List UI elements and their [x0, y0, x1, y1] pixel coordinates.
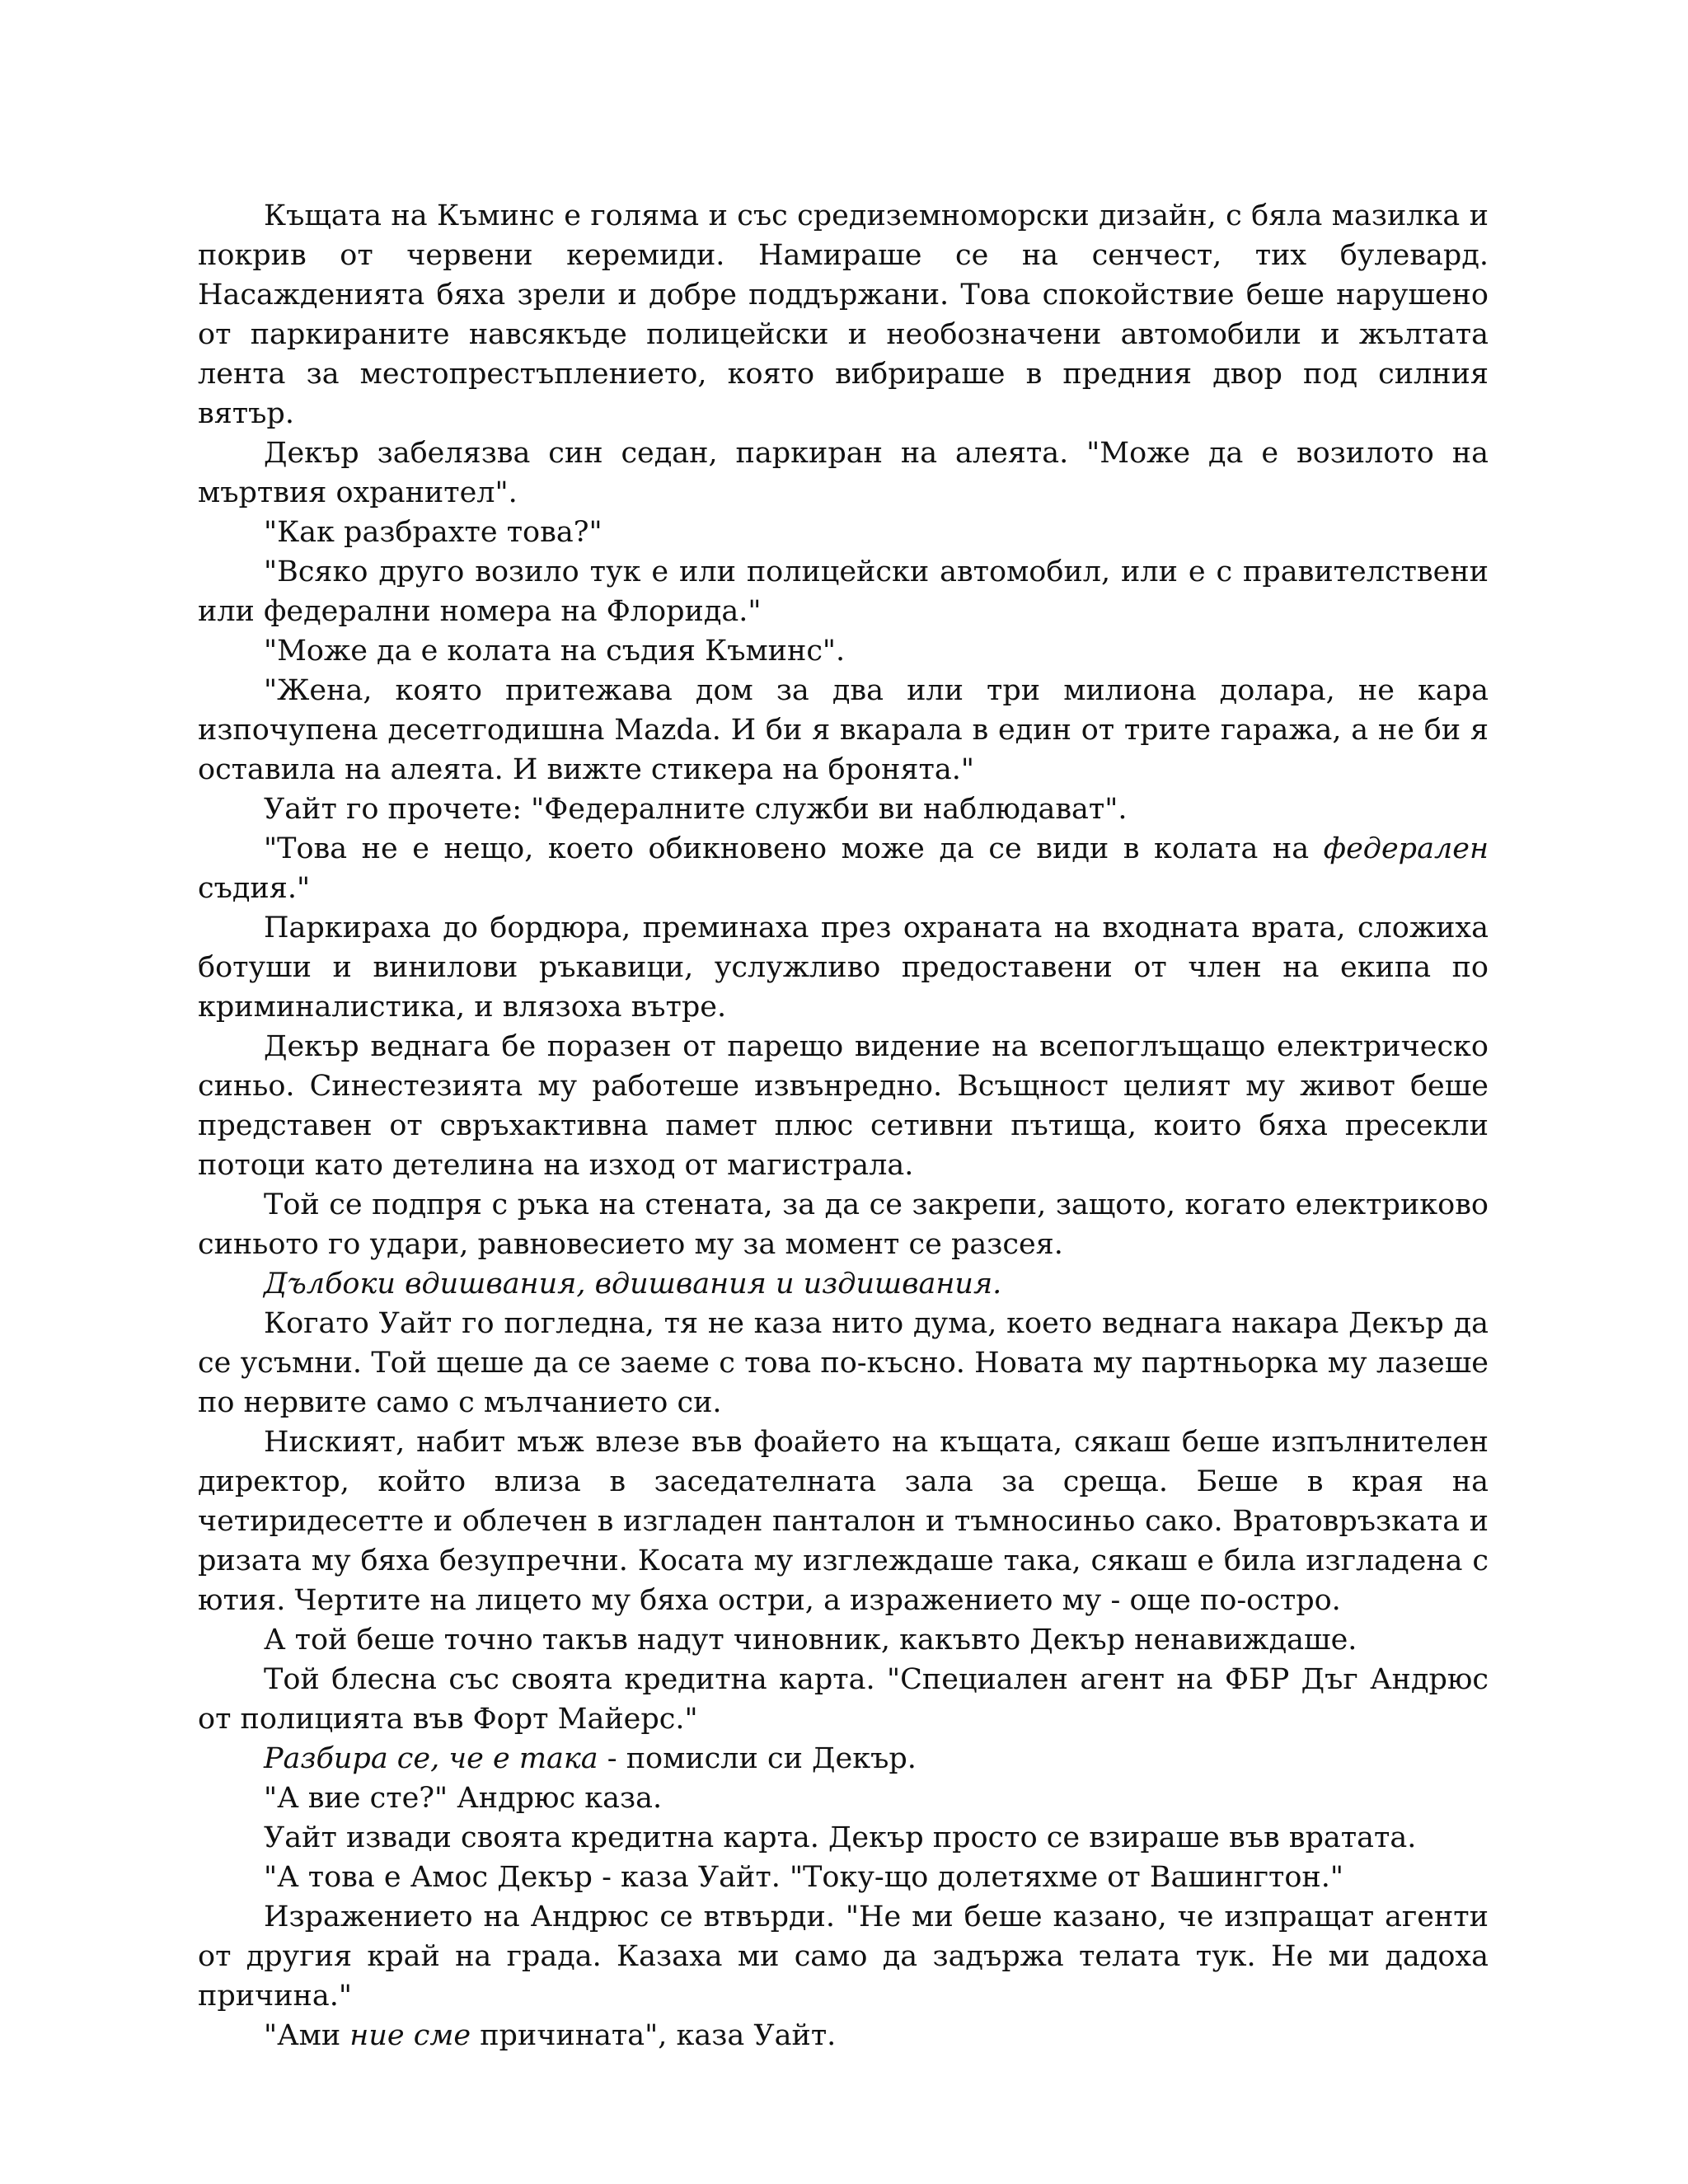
paragraph: [198, 1739, 1489, 1779]
paragraph: [198, 908, 1489, 1027]
paragraph: [198, 790, 1489, 829]
text-run: Уайт го прочете: "Федералните служби ви наблюдават".: [264, 793, 1128, 826]
text-run: "А това е Амос Декър - каза Уайт. "Току-що долетяхме от Вашингтон.": [264, 1861, 1343, 1894]
text-run: Когато Уайт го погледна, тя не каза нито дума, което веднага накара Декър да се усъмни. Той щеше да се заеме с това по-късно. Новата му партньорка му лазеше по нервите само с мълчанието си.: [198, 1307, 1489, 1419]
text-run: Ниският, набит мъж влезе във фоайето на къщата, сякаш беше изпълнителен директор, който влиза в заседателната зала за среща. Беше в края на четиридесетте и облечен в изгладен панталон и тъмносиньо сако. Вратовръзката и ризата му бяха безупречни. Косата му изглеждаше така, сякаш е била изгладена с ютия. Чертите на лицето му бяха остри, а изражението му - още по-остро.: [198, 1426, 1489, 1617]
italic-text-run: Разбира се, че е така: [264, 1742, 598, 1775]
paragraph: [198, 2016, 1489, 2055]
paragraph: [198, 552, 1489, 631]
text-run: А той беше точно такъв надут чиновник, какъвто Декър ненавиждаше.: [264, 1624, 1357, 1657]
italic-text-run: ние сме: [349, 2019, 471, 2052]
paragraph: [198, 1620, 1489, 1660]
paragraph: [198, 513, 1489, 552]
document-page: [198, 196, 1489, 2055]
paragraph: [198, 1027, 1489, 1185]
paragraph: [198, 1779, 1489, 1818]
text-run: Декър забелязва син седан, паркиран на алеята. "Може да е возилото на мъртвия охранител".: [198, 437, 1489, 509]
paragraph: [198, 1185, 1489, 1264]
paragraph: [198, 1897, 1489, 2016]
text-run: "Ами: [264, 2019, 350, 2052]
text-run: Уайт извади своята кредитна карта. Декър просто се взираше във вратата.: [264, 1821, 1417, 1854]
text-run: Изражението на Андрюс се втвърди. "Не ми беше казано, че изпращат агенти от другия край на града. Казаха ми само да задържа телата тук. Не ми дадоха причина.": [198, 1900, 1489, 2013]
text-run: - помисли си Декър.: [598, 1742, 917, 1775]
paragraph: [198, 671, 1489, 790]
paragraph: [198, 631, 1489, 671]
text-run: "Това не е нещо, което обикновено може да се види в колата на: [264, 832, 1324, 865]
text-run: Къщата на Къминс е голяма и със средиземноморски дизайн, с бяла мазилка и покрив от червени керемиди. Намираше се на сенчест, тих булевард. Насажденията бяха зрели и добре поддържани. Това спокойствие беше нарушено от паркираните навсякъде полицейски и необозначени автомобили и жълтата лента за местопрестъплението, която вибрираше в предния двор под силния вятър.: [198, 199, 1489, 430]
text-run: "Може да е колата на съдия Къминс".: [264, 635, 846, 668]
text-run: "А вие сте?" Андрюс каза.: [264, 1782, 663, 1815]
paragraph: [198, 829, 1489, 908]
italic-text-run: федерален: [1323, 832, 1489, 865]
text-run: Декър веднага бе поразен от парещо видение на всепоглъщащо електрическо синьо. Синестезията му работеше извънредно. Всъщност целият му живот беше представен от свръхактивна памет плюс сетивни пътища, които бяха пресекли потоци като детелина на изход от магистрала.: [198, 1030, 1489, 1182]
paragraph: [198, 1660, 1489, 1739]
paragraph: [198, 1422, 1489, 1620]
text-run: Паркираха до бордюра, преминаха през охраната на входната врата, сложиха ботуши и винилови ръкавици, услужливо предоставени от член на екипа по криминалистика, и влязоха вътре.: [198, 912, 1489, 1024]
text-run: Той блесна със своята кредитна карта. "Специален агент на ФБР Дъг Андрюс от полицията във Форт Майерс.": [198, 1663, 1489, 1736]
italic-text-run: Дълбоки вдишвания, вдишвания и издишвания.: [264, 1268, 1002, 1301]
paragraph: [198, 196, 1489, 434]
text-run: Той се подпря с ръка на стената, за да се закрепи, защото, когато електриково синьото го удари, равновесието му за момент се разсея.: [198, 1188, 1489, 1261]
text-run: "Жена, която притежава дом за два или три милиона долара, не кара изпочупена десетгодишна Mazda. И би я вкарала в един от трите гаража, а не би я оставила на алеята. И вижте стикера на бронята.": [198, 674, 1489, 786]
text-run: причината", каза Уайт.: [471, 2019, 837, 2052]
paragraph: [198, 1818, 1489, 1858]
paragraph: [198, 434, 1489, 513]
paragraph: [198, 1304, 1489, 1422]
text-run: "Всяко друго возило тук е или полицейски автомобил, или е с правителствени или федерални номера на Флорида.": [198, 555, 1489, 628]
paragraph: [198, 1264, 1489, 1304]
text-run: съдия.": [198, 872, 311, 905]
text-run: "Как разбрахте това?": [264, 516, 603, 549]
paragraph: [198, 1858, 1489, 1897]
